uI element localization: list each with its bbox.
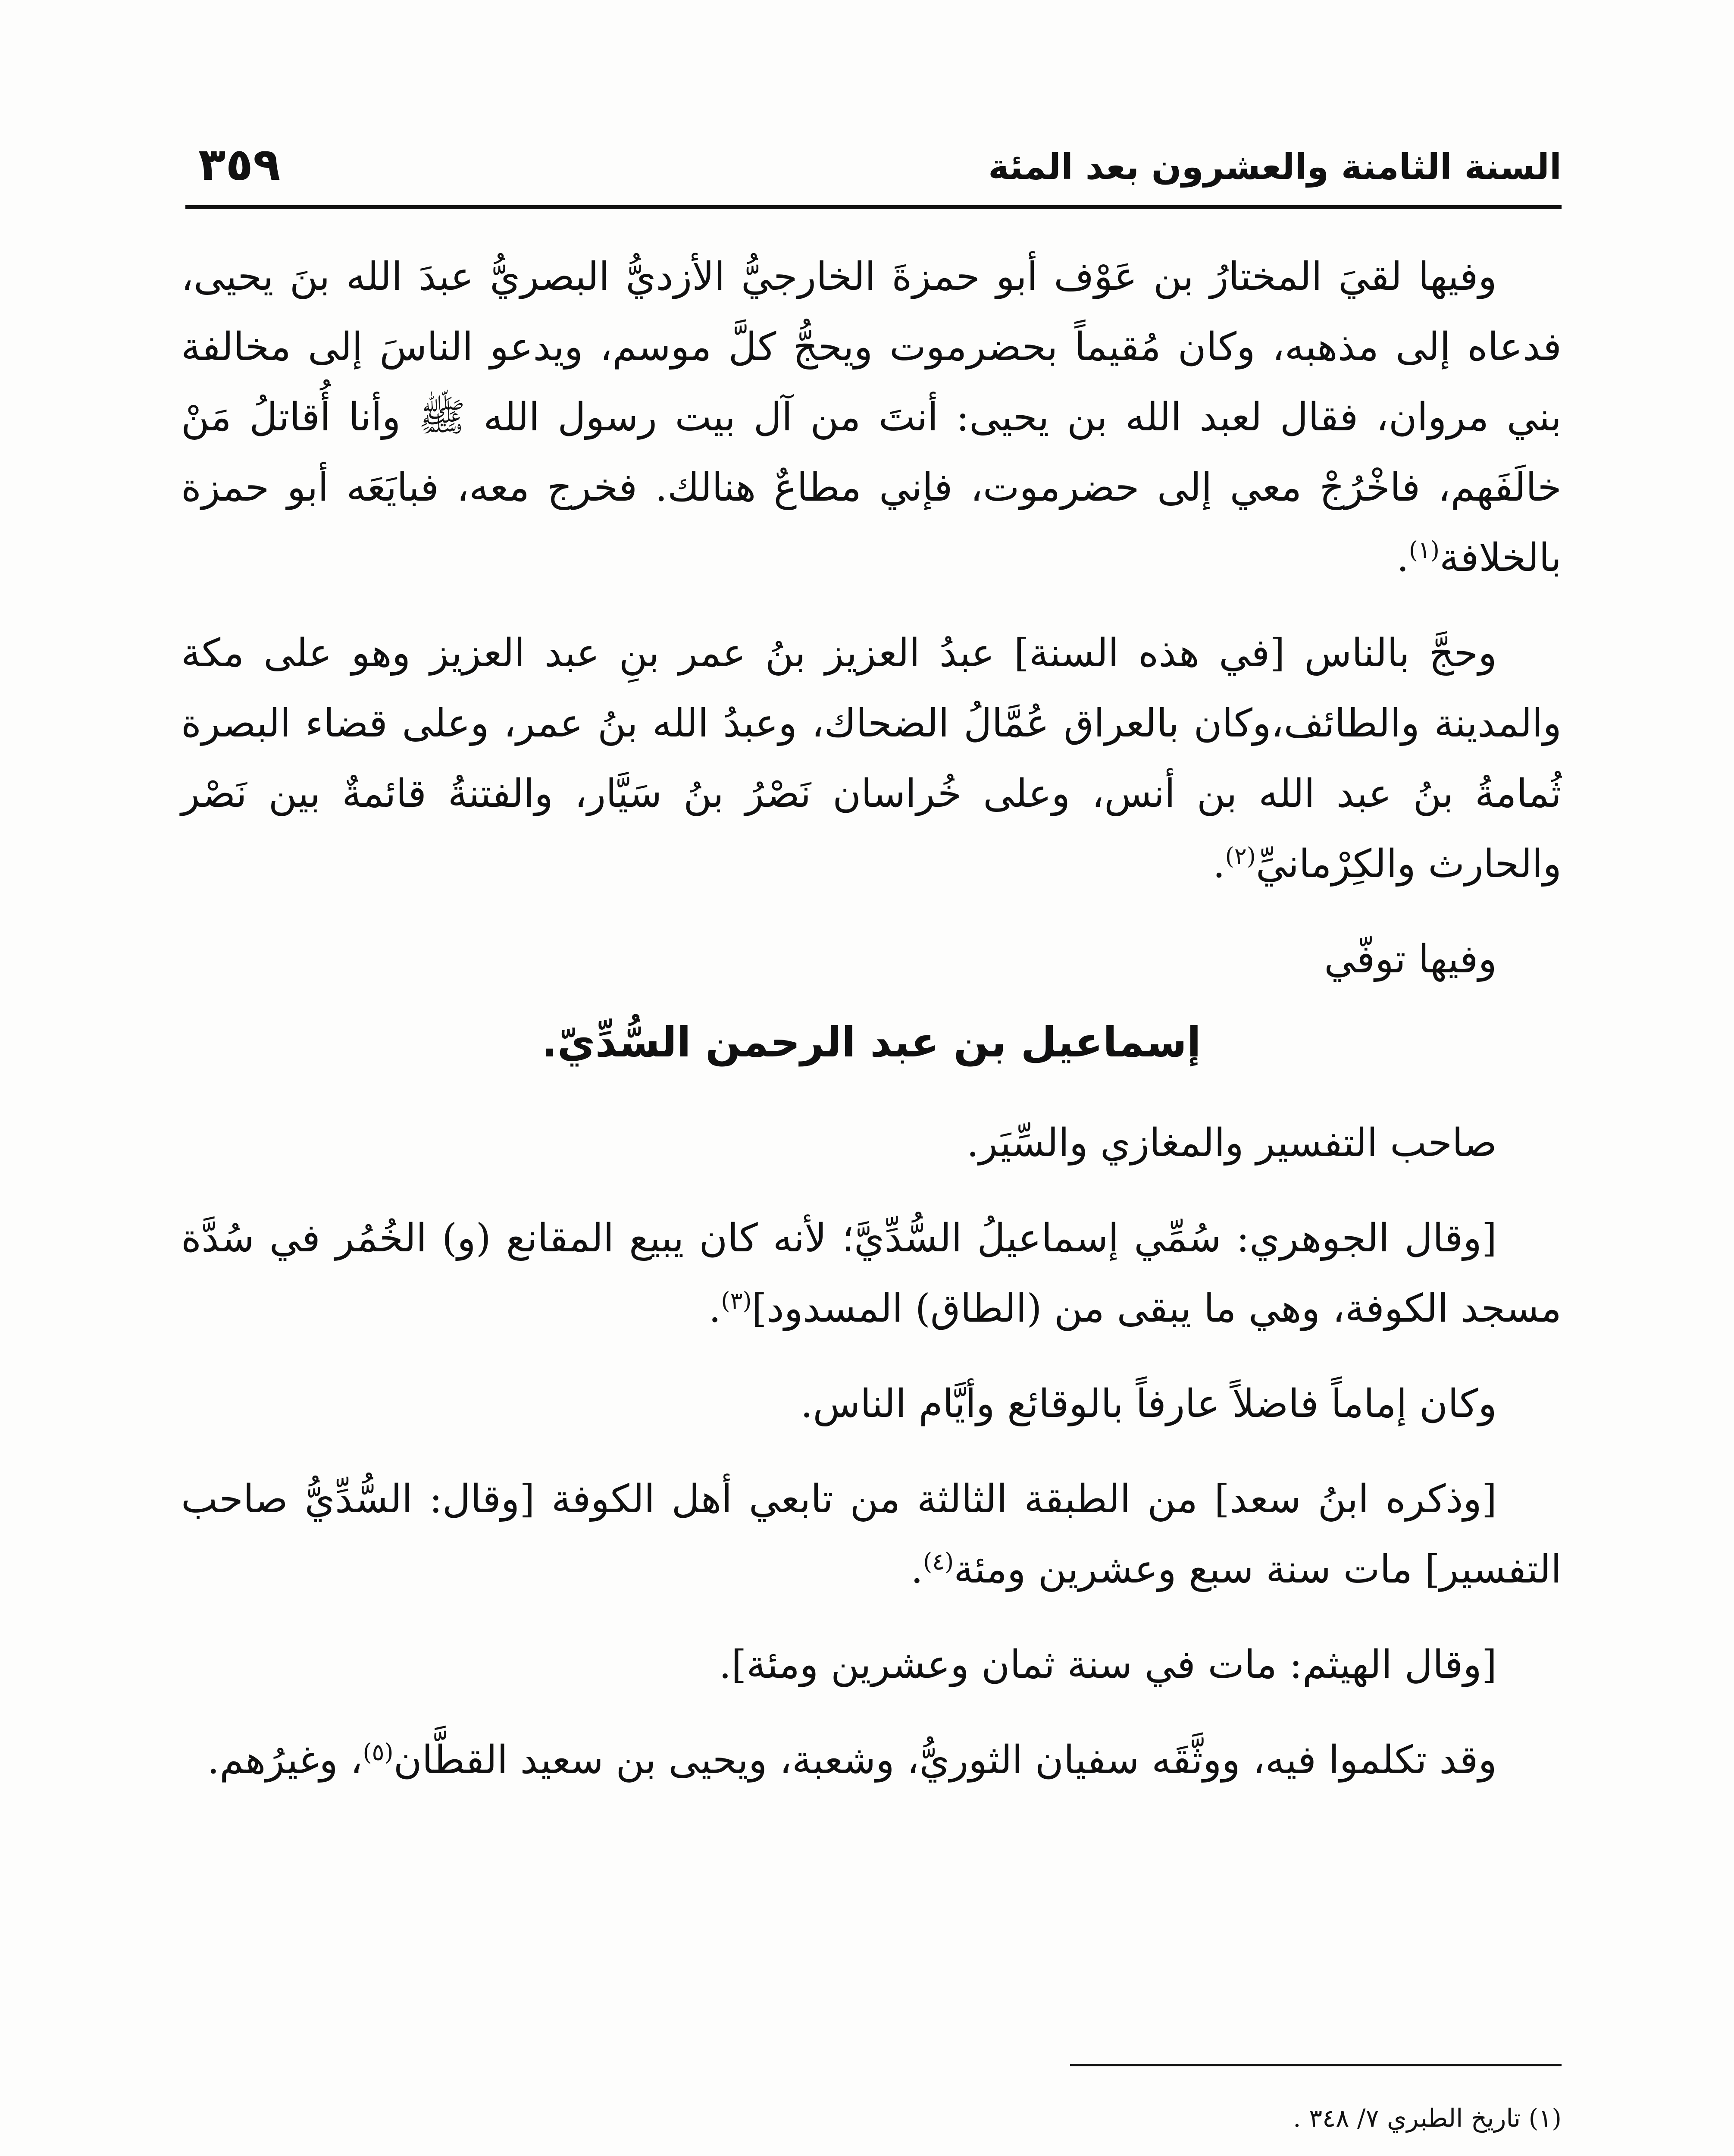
paragraph-reliability	[181, 1725, 1562, 1795]
paragraph-author-of	[181, 1108, 1562, 1178]
footnotes-list	[185, 2089, 1562, 2156]
paragraph-text: وفيها لقيَ المختارُ بن عَوْف أبو حمزةَ الخارجيُّ الأزديُّ البصريُّ عبدَ الله بنَ يحيى، فدعاه إلى مذهبه، وكان مُقيماً بحضرموت ويحجُّ كلَّ موسم، ويدعو الناسَ إلى مخالفة بني مروان، فقال لعبد الله بن يحيى: أنتَ من آل بيت رسول الله ﷺ وأنا أُقاتلُ مَنْ خالَفَهم، فاخْرُجْ معي إلى حضرموت، فإني مطاعٌ هنالك. فخرج معه، فبايَعَه أبو حمزة بالخلافة	[181, 254, 1562, 580]
paragraph-text: وحجَّ بالناس [في هذه السنة] عبدُ العزيز بنُ عمر بنِ عبد العزيز وهو على مكة والمدينة والطائف،وكان بالعراق عُمَّالُ الضحاك، وعبدُ الله بنُ عمر، وعلى قضاء البصرة ثُمامةُ بنُ عبد الله بن أنس، وعلى خُراسان نَصْرُ بنُ سَيَّار، والفتنةُ قائمةٌ بين نَصْر والحارث والكِرْمانيِّ	[181, 630, 1562, 887]
paragraph-text: صاحب التفسير والمغازي والسِّيَر.	[966, 1120, 1497, 1166]
header-rule	[185, 205, 1562, 209]
paragraph-end: .	[1396, 535, 1409, 580]
paragraph-text: وقد تكلموا فيه، ووثَّقَه سفيان الثوريُّ، وشعبة، ويحيى بن سعيد القطَّان	[393, 1737, 1497, 1783]
paragraph-text: وفيها توفّي	[1324, 937, 1497, 982]
paragraph-end: ، وغيرُهم.	[207, 1737, 363, 1783]
paragraph-text: [وقال الهيثم: مات في سنة ثمان وعشرين ومئة].	[719, 1642, 1497, 1687]
paragraph-end: .	[911, 1547, 923, 1592]
page-number: ٣٥٩	[198, 138, 281, 191]
footnote-ref-1[interactable]: (١)	[1408, 536, 1440, 564]
footnote-separator	[1070, 2064, 1562, 2066]
footnote-ref-2[interactable]: (٢)	[1225, 843, 1256, 870]
footnote-ref-5[interactable]: (٥)	[363, 1739, 394, 1766]
main-text	[181, 241, 1562, 1820]
paragraph-text: [وذكره ابنُ سعد] من الطبقة الثالثة من تابعي أهل الكوفة [وقال: السُّدِّيُّ صاحب التفسير] مات سنة سبع وعشرين ومئة	[181, 1476, 1562, 1592]
paragraph-end: .	[1213, 841, 1225, 887]
footnote-ref-4[interactable]: (٤)	[923, 1548, 954, 1575]
paragraph-deaths-intro	[181, 924, 1562, 994]
paragraph-haytham	[181, 1630, 1562, 1700]
paragraph-abu-hamza	[181, 241, 1562, 593]
footnote-item: (١) تاريخ الطبري ٧/ ٣٤٨ .	[1293, 2103, 1562, 2133]
section-heading: إسماعيل بن عبد الرحمن السُّدِّيّ.	[541, 1018, 1201, 1066]
running-header-title: السنة الثامنة والعشرون بعد المئة	[988, 147, 1562, 188]
running-header	[185, 138, 1562, 203]
paragraph-jawhari	[181, 1203, 1562, 1344]
paragraph-text: وكان إماماً فاضلاً عارفاً بالوقائع وأيَّام الناس.	[800, 1381, 1497, 1426]
footnote-item	[185, 2147, 1562, 2156]
paragraph-text: [وقال الجوهري: سُمِّي إسماعيلُ السُّدِّيَّ؛ لأنه كان يبيع المقانع (و) الخُمُر في سُدَّة مسجد الكوفة، وهي ما يبقى من (الطاق) المسدود]	[181, 1216, 1562, 1331]
paragraph-hajj-leader	[181, 618, 1562, 899]
paragraph-ibn-saad	[181, 1464, 1562, 1604]
paragraph-imam	[181, 1369, 1562, 1439]
paragraph-end: .	[708, 1286, 721, 1331]
footnote-ref-3[interactable]: (٣)	[721, 1287, 752, 1314]
